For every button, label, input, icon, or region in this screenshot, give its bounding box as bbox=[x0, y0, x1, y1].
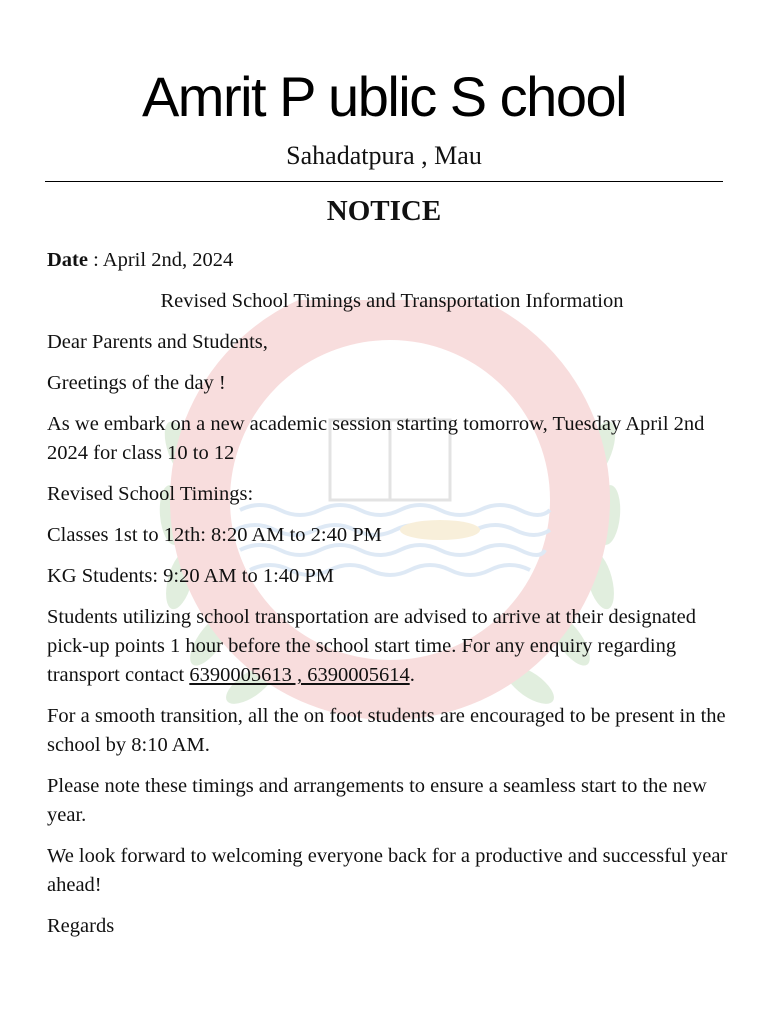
notice-body bbox=[47, 246, 737, 953]
date-value: : April 2nd, 2024 bbox=[87, 249, 234, 271]
school-location: Sahadatpura , Mau bbox=[286, 141, 482, 170]
timings-heading: Revised School Timings: bbox=[47, 483, 254, 505]
closing-paragraph: We look forward to welcoming everyone back for a productive and successful year ahead! bbox=[47, 845, 728, 896]
intro-paragraph: As we embark on a new academic session starting tomorrow, Tuesday April 2nd 2024 for class 10 to 12 bbox=[47, 413, 705, 464]
notice-title: NOTICE bbox=[326, 195, 442, 227]
header-divider bbox=[45, 181, 723, 182]
transport-text: Students utilizing school transportation are advised to arrive at their designated pick-up points 1 hour before the school start time. For any enquiry regarding transport contact bbox=[47, 606, 696, 686]
notice-date bbox=[47, 246, 737, 275]
transport-end: . bbox=[409, 664, 415, 686]
transport-phone-link[interactable]: 6390005613 , 6390005614 bbox=[189, 664, 410, 686]
transport-paragraph bbox=[47, 603, 737, 690]
school-name: Amrit P ublic S chool bbox=[141, 65, 627, 128]
greeting: Greetings of the day ! bbox=[47, 372, 226, 394]
on-foot-paragraph: For a smooth transition, all the on foot students are encouraged to be present in the school by 8:10 AM. bbox=[47, 705, 726, 756]
notice-subject: Revised School Timings and Transportation Information bbox=[160, 290, 624, 312]
note-paragraph: Please note these timings and arrangements to ensure a seamless start to the new year. bbox=[47, 775, 707, 826]
regards: Regards bbox=[47, 915, 115, 937]
date-label: Date bbox=[47, 249, 88, 271]
timing-classes: Classes 1st to 12th: 8:20 AM to 2:40 PM bbox=[47, 524, 382, 546]
timing-kg: KG Students: 9:20 AM to 1:40 PM bbox=[47, 565, 335, 587]
salutation: Dear Parents and Students, bbox=[47, 331, 268, 353]
